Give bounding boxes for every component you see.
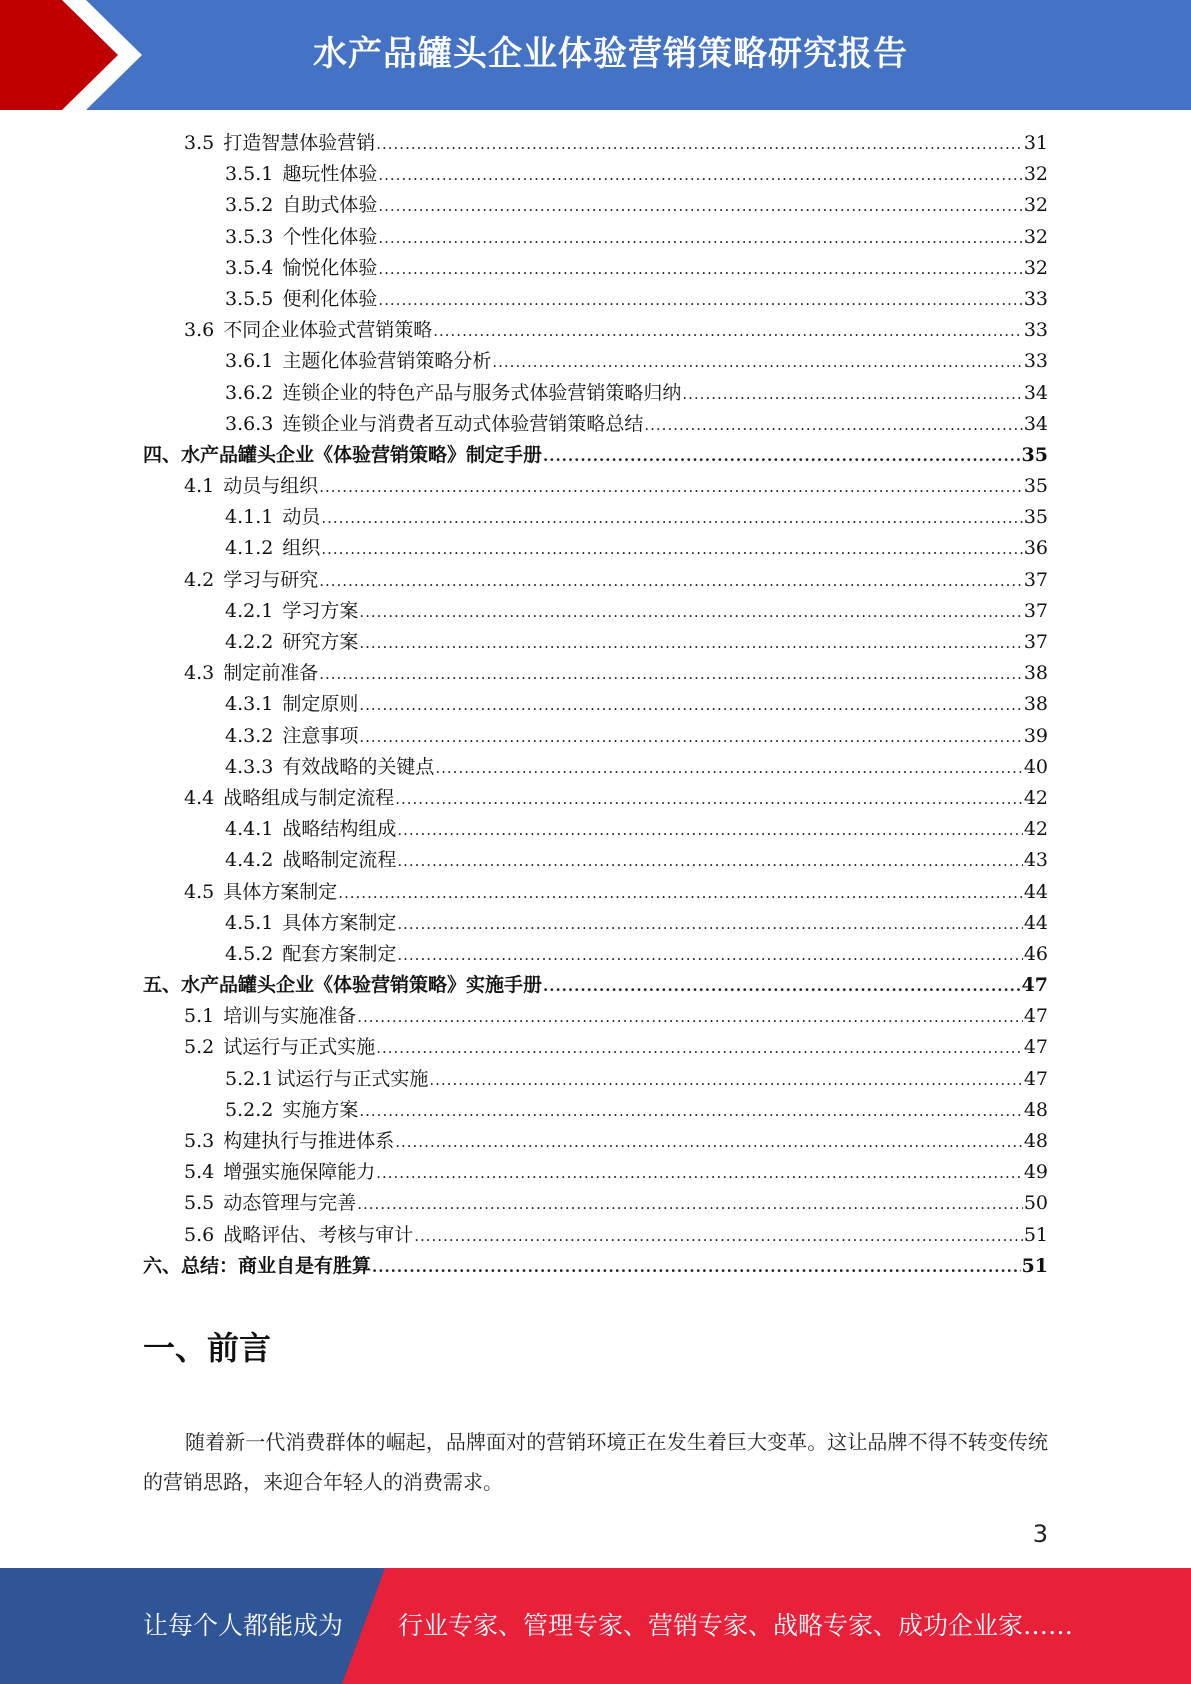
page-header-banner [0,0,1191,110]
toc-dot-leader [372,1252,1021,1283]
toc-entry-title: 六、总结：商业自是有胜算 [143,1254,372,1277]
toc-entry-title: 动态管理与完善 [223,1192,357,1215]
toc-entry-number: 3.5.1 [225,163,274,186]
toc-dot-leader [319,659,1023,690]
toc-entry-number: 3.6.3 [225,412,274,435]
toc-entry-number: 4.3 [184,662,215,685]
toc-entry-title: 制定前准备 [223,662,319,685]
toc-entry-number: 4.3.2 [225,724,274,747]
toc-dot-leader [492,347,1022,378]
toc-entry-page: 37 [1023,631,1048,653]
toc-entry-title: 研究方案 [282,631,359,653]
report-title: 水产品罐头企业体验营销策略研究报告 [313,34,908,74]
toc-entry-number: 5.1 [184,1005,215,1028]
toc-entry-title: 五、水产品罐头企业《体验营销策略》实施手册 [143,974,543,997]
toc-entry-page: 48 [1023,1130,1048,1152]
toc-entry-page: 35 [1023,506,1048,529]
toc-entry[interactable] [143,315,1048,346]
toc-entry[interactable] [143,159,1048,190]
body-paragraph: 随着新一代消费群体的崛起，品牌面对的营销环境正在发生着巨大变革。这让品牌不得不转变传统的营销思路，来迎合年轻人的消费需求。 [143,1430,1048,1494]
toc-entry[interactable] [143,190,1048,221]
toc-entry[interactable] [143,845,1048,876]
toc-entry-page: 33 [1023,319,1048,342]
toc-entry[interactable] [143,346,1048,377]
toc-dot-leader [321,534,1022,565]
toc-entry[interactable] [143,1188,1048,1219]
toc-entry[interactable] [143,658,1048,689]
toc-entry-number: 4.3.3 [225,755,274,778]
toc-dot-leader [378,254,1022,285]
toc-entry-number: 4.2.2 [225,631,274,653]
toc-dot-leader [359,722,1022,753]
toc-dot-leader [378,223,1022,254]
toc-entry-title: 增强实施保障能力 [223,1161,376,1184]
toc-entry-number: 4.3.1 [225,693,274,716]
footer-slogan-right: 行业专家、管理专家、营销专家、战略专家、成功企业家…… [398,1611,1074,1640]
toc-entry-page: 51 [1021,1254,1048,1277]
toc-dot-leader [359,597,1022,628]
toc-entry-title: 动员 [282,506,321,529]
toc-entry[interactable] [143,783,1048,814]
toc-dot-leader [319,472,1023,503]
toc-entry-number: 5.3 [184,1130,215,1152]
toc-entry[interactable] [143,1032,1048,1063]
toc-entry-title: 动员与组织 [223,475,319,498]
toc-entry[interactable] [143,596,1048,627]
toc-entry[interactable] [143,502,1048,533]
toc-entry-page: 39 [1023,724,1048,747]
toc-entry[interactable] [143,409,1048,440]
toc-entry-title: 学习与研究 [223,568,319,591]
toc-entry-title: 便利化体验 [282,287,378,310]
toc-dot-leader [397,909,1022,940]
toc-entry-number: 4.1.1 [225,506,274,529]
toc-entry-title: 连锁企业的特色产品与服务式体验营销策略归纳 [282,381,682,404]
toc-entry-page: 37 [1023,599,1048,622]
toc-entry[interactable] [143,970,1048,1001]
toc-entry[interactable] [143,440,1048,471]
toc-entry[interactable] [143,378,1048,409]
toc-entry-page: 34 [1023,412,1048,435]
toc-entry-title: 培训与实施准备 [223,1005,357,1028]
toc-dot-leader [644,410,1022,441]
page-footer-banner [0,1568,1191,1684]
toc-entry-title: 愉悦化体验 [282,256,378,279]
toc-dot-leader [319,566,1023,597]
toc-entry-title: 自助式体验 [282,194,378,217]
toc-entry-number: 3.6.2 [225,381,274,404]
toc-dot-leader [397,940,1022,971]
toc-dot-leader [359,1096,1022,1127]
toc-dot-leader [321,503,1022,534]
toc-entry-page: 38 [1023,662,1048,685]
table-of-contents [143,128,1048,1282]
toc-entry-title: 战略制定流程 [282,849,397,872]
toc-entry[interactable] [143,284,1048,315]
toc-entry-title: 打造智慧体验营销 [223,132,376,154]
toc-dot-leader [433,316,1023,347]
toc-entry[interactable] [143,689,1048,720]
footer-slogan-left: 让每个人都能成为 [143,1611,344,1640]
toc-entry-number: 4.5.1 [225,911,274,934]
toc-entry[interactable] [143,814,1048,845]
toc-dot-leader [376,1158,1023,1189]
toc-entry[interactable] [143,222,1048,253]
toc-entry-number: 3.5 [184,132,215,154]
toc-entry[interactable] [143,752,1048,783]
toc-entry-title: 有效战略的关键点 [282,755,435,778]
toc-dot-leader [376,1033,1023,1064]
toc-entry[interactable] [143,908,1048,939]
toc-entry-title: 注意事项 [282,724,359,747]
toc-entry-number: 4.1 [184,475,215,498]
toc-entry-number: 4.4.1 [225,818,274,841]
toc-dot-leader [429,1065,1022,1096]
toc-entry-title: 学习方案 [282,599,359,622]
toc-entry-title: 战略组成与制定流程 [223,786,395,809]
toc-entry-page: 36 [1023,537,1048,560]
toc-entry-page: 33 [1023,287,1048,310]
toc-entry-title: 主题化体验营销策略分析 [282,350,492,373]
toc-entry-title: 制定原则 [282,693,359,716]
toc-entry-title: 具体方案制定 [282,911,397,934]
toc-entry-number: 5.2.2 [225,1098,274,1121]
toc-entry[interactable] [143,1126,1048,1157]
toc-entry-page: 38 [1023,693,1048,716]
toc-entry-title: 战略结构组成 [282,818,397,841]
toc-entry[interactable] [143,128,1048,159]
toc-entry-number: 3.6.1 [225,350,274,373]
toc-entry-number: 3.5.3 [225,225,274,248]
toc-entry-title: 个性化体验 [282,225,378,248]
toc-entry-title: 战略评估、考核与审计 [223,1223,414,1246]
toc-entry-title: 趣玩性体验 [282,163,378,186]
toc-dot-leader [395,784,1023,815]
toc-dot-leader [543,441,1021,472]
toc-entry-number: 4.5.2 [225,942,274,965]
toc-entry-page: 47 [1023,1005,1048,1028]
toc-dot-leader [359,628,1022,659]
toc-entry[interactable] [143,627,1048,658]
toc-entry-page: 42 [1023,818,1048,841]
toc-entry-title: 实施方案 [282,1098,359,1121]
toc-entry-number: 5.6 [184,1223,215,1246]
toc-entry-number: 4.5 [184,880,215,903]
toc-entry-page: 47 [1021,974,1048,997]
toc-entry[interactable] [143,1001,1048,1032]
toc-dot-leader [378,191,1022,222]
toc-dot-leader [378,285,1022,316]
toc-entry-page: 42 [1023,786,1048,809]
toc-entry-page: 48 [1023,1098,1048,1121]
toc-entry-number: 5.4 [184,1161,215,1184]
toc-entry-number: 5.5 [184,1192,215,1215]
toc-entry-page: 47 [1023,1036,1048,1059]
toc-entry-title: 具体方案制定 [223,880,338,903]
toc-entry-number: 4.4 [184,786,215,809]
toc-entry-title: 连锁企业与消费者互动式体验营销策略总结 [282,412,644,435]
toc-entry-page: 49 [1023,1161,1048,1184]
toc-entry-number: 4.4.2 [225,849,274,872]
toc-entry[interactable] [143,721,1048,752]
toc-entry[interactable] [143,1251,1048,1282]
toc-entry-page: 31 [1023,132,1048,154]
toc-dot-leader [397,815,1022,846]
toc-entry-number: 3.5.4 [225,256,274,279]
toc-entry[interactable] [143,1157,1048,1188]
toc-entry-page: 51 [1023,1223,1048,1246]
toc-entry[interactable] [143,939,1048,970]
toc-entry-page: 32 [1023,163,1048,186]
toc-entry-title: 试运行与正式实施 [276,1067,429,1090]
toc-entry-page: 32 [1023,225,1048,248]
page-number: 3 [1032,1520,1048,1548]
toc-entry-page: 37 [1023,568,1048,591]
toc-entry[interactable] [143,877,1048,908]
toc-entry-number: 5.2.1 [225,1067,274,1090]
toc-entry-page: 50 [1023,1192,1048,1215]
toc-dot-leader [357,1002,1023,1033]
toc-entry-page: 32 [1023,256,1048,279]
toc-entry-title: 组织 [282,537,321,560]
toc-entry-page: 33 [1023,350,1048,373]
toc-entry-number: 3.5.5 [225,287,274,310]
toc-entry-page: 47 [1023,1067,1048,1090]
toc-entry[interactable] [143,471,1048,502]
toc-dot-leader [682,379,1022,410]
toc-entry[interactable] [143,533,1048,564]
toc-entry[interactable] [143,1095,1048,1126]
toc-entry[interactable] [143,1064,1048,1095]
toc-dot-leader [414,1221,1023,1252]
toc-entry-page: 35 [1023,475,1048,498]
toc-entry-number: 3.6 [184,319,215,342]
toc-entry-page: 44 [1023,911,1048,934]
toc-dot-leader [543,971,1021,1002]
toc-entry-number: 4.2 [184,568,215,591]
toc-dot-leader [338,878,1023,909]
toc-entry-page: 32 [1023,194,1048,217]
toc-entry-title: 不同企业体验式营销策略 [223,319,433,342]
toc-dot-leader [435,753,1022,784]
toc-entry-title: 配套方案制定 [282,942,397,965]
toc-dot-leader [378,160,1022,191]
toc-entry-page: 43 [1023,849,1048,872]
toc-entry-title: 四、水产品罐头企业《体验营销策略》制定手册 [143,443,543,466]
toc-entry-title: 试运行与正式实施 [223,1036,376,1059]
toc-dot-leader [357,1189,1023,1220]
toc-entry-title: 构建执行与推进体系 [223,1130,395,1152]
toc-entry-page: 44 [1023,880,1048,903]
toc-entry-number: 3.5.2 [225,194,274,217]
toc-entry[interactable] [143,565,1048,596]
toc-entry-page: 35 [1021,443,1048,466]
toc-entry-number: 4.1.2 [225,537,274,560]
toc-entry-page: 40 [1023,755,1048,778]
toc-entry-page: 34 [1023,381,1048,404]
toc-dot-leader [397,846,1022,877]
toc-entry[interactable] [143,253,1048,284]
toc-entry[interactable] [143,1220,1048,1251]
toc-entry-number: 4.2.1 [225,599,274,622]
toc-dot-leader [395,1127,1023,1158]
section-heading: 一、前言 [143,1329,272,1367]
toc-dot-leader [359,690,1022,721]
toc-entry-number: 5.2 [184,1036,215,1059]
toc-dot-leader [376,129,1023,160]
toc-entry-page: 46 [1023,942,1048,965]
